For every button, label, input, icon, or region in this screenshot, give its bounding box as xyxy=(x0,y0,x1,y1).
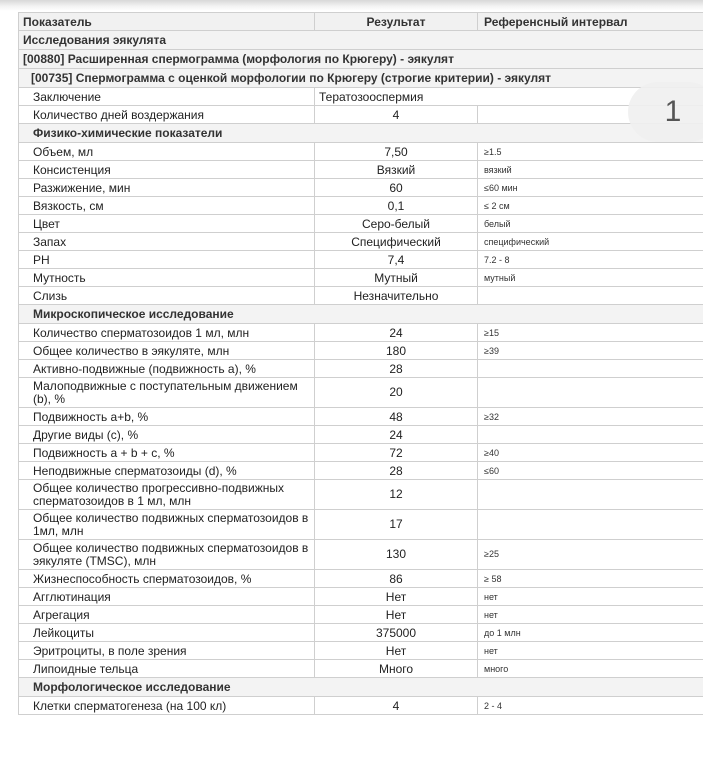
row-result: Незначительно xyxy=(315,287,478,305)
table-row xyxy=(19,287,703,305)
row-result: Много xyxy=(315,660,478,678)
row-name: Мутность xyxy=(19,269,315,287)
group-row xyxy=(19,31,703,50)
row-name: Объем, мл xyxy=(19,143,315,161)
group-title: Микроскопическое исследование xyxy=(19,305,703,324)
row-name: Общее количество в эякуляте, млн xyxy=(19,342,315,360)
row-result: 17 xyxy=(315,510,478,540)
row-reference: ≤ 2 см xyxy=(478,197,703,215)
row-name: Заключение xyxy=(19,88,315,106)
table-row xyxy=(19,269,703,287)
row-reference xyxy=(478,480,703,510)
row-reference: нет xyxy=(478,606,703,624)
row-name: Консистенция xyxy=(19,161,315,179)
table-row xyxy=(19,480,703,510)
page-number-badge: 1 xyxy=(628,82,703,142)
row-reference: ≥40 xyxy=(478,444,703,462)
row-name: PH xyxy=(19,251,315,269)
group-title: Физико-химические показатели xyxy=(19,124,703,143)
table-row xyxy=(19,215,703,233)
row-reference: нет xyxy=(478,588,703,606)
row-result: 4 xyxy=(315,697,478,715)
row-result: 0,1 xyxy=(315,197,478,215)
row-result: 24 xyxy=(315,426,478,444)
table-row xyxy=(19,251,703,269)
table-row xyxy=(19,179,703,197)
table-row xyxy=(19,426,703,444)
row-reference xyxy=(478,378,703,408)
row-name: Количество дней воздержания xyxy=(19,106,315,124)
row-name: Малоподвижные с поступательным движением (b), % xyxy=(19,378,315,408)
row-name: Подвижность a+b, % xyxy=(19,408,315,426)
table-row xyxy=(19,378,703,408)
row-name: Другие виды (c), % xyxy=(19,426,315,444)
row-name: Запах xyxy=(19,233,315,251)
table-row xyxy=(19,197,703,215)
table-row xyxy=(19,233,703,251)
row-reference xyxy=(478,360,703,378)
row-result: Серо-белый xyxy=(315,215,478,233)
group-row xyxy=(19,305,703,324)
row-reference: много xyxy=(478,660,703,678)
row-reference: ≤60 мин xyxy=(478,179,703,197)
table-row xyxy=(19,342,703,360)
row-reference: ≥1.5 xyxy=(478,143,703,161)
row-reference: до 1 млн xyxy=(478,624,703,642)
group-row xyxy=(19,678,703,697)
table-row xyxy=(19,540,703,570)
table-row xyxy=(19,624,703,642)
group-title: Морфологическое исследование xyxy=(19,678,703,697)
row-reference: вязкий xyxy=(478,161,703,179)
row-name: Лейкоциты xyxy=(19,624,315,642)
row-name: Общее количество прогрессивно-подвижных сперматозоидов в 1 мл, млн xyxy=(19,480,315,510)
table-row xyxy=(19,462,703,480)
row-reference: ≤60 xyxy=(478,462,703,480)
row-reference: ≥25 xyxy=(478,540,703,570)
table-row xyxy=(19,408,703,426)
row-result: 20 xyxy=(315,378,478,408)
row-name: Подвижность a + b + c, % xyxy=(19,444,315,462)
row-reference: 2 - 4 xyxy=(478,697,703,715)
row-result: Специфический xyxy=(315,233,478,251)
row-result: Вязкий xyxy=(315,161,478,179)
row-name: Клетки сперматогенеза (на 100 кл) xyxy=(19,697,315,715)
row-result: 60 xyxy=(315,179,478,197)
table-row xyxy=(19,606,703,624)
row-result: 48 xyxy=(315,408,478,426)
table-row xyxy=(19,642,703,660)
row-reference: белый xyxy=(478,215,703,233)
row-reference xyxy=(478,510,703,540)
table-row xyxy=(19,360,703,378)
row-name: Агрегация xyxy=(19,606,315,624)
table-row xyxy=(19,444,703,462)
row-name: Активно-подвижные (подвижность a), % xyxy=(19,360,315,378)
table-header xyxy=(19,13,703,31)
row-name: Неподвижные сперматозоиды (d), % xyxy=(19,462,315,480)
row-result: 24 xyxy=(315,324,478,342)
row-reference: ≥32 xyxy=(478,408,703,426)
table-row xyxy=(19,106,703,124)
row-name: Слизь xyxy=(19,287,315,305)
group-row xyxy=(19,50,703,69)
row-reference: ≥ 58 xyxy=(478,570,703,588)
row-name: Общее количество подвижных сперматозоидов в 1мл, млн xyxy=(19,510,315,540)
lab-results-table xyxy=(18,12,703,715)
row-reference xyxy=(478,287,703,305)
row-result: 375000 xyxy=(315,624,478,642)
row-reference: мутный xyxy=(478,269,703,287)
header-result: Результат xyxy=(315,13,478,31)
table-row xyxy=(19,697,703,715)
row-result: 7,50 xyxy=(315,143,478,161)
row-result: 28 xyxy=(315,360,478,378)
row-result: 72 xyxy=(315,444,478,462)
row-reference: 7.2 - 8 xyxy=(478,251,703,269)
row-name: Цвет xyxy=(19,215,315,233)
row-name: Эритроциты, в поле зрения xyxy=(19,642,315,660)
row-result: Нет xyxy=(315,642,478,660)
top-shadow xyxy=(0,0,703,11)
table-row xyxy=(19,570,703,588)
header-reference: Референсный интервал xyxy=(478,13,703,31)
row-result: 12 xyxy=(315,480,478,510)
group-title: [00735] Спермограмма с оценкой морфологии по Крюгеру (строгие критерии) - эякулят xyxy=(19,69,703,88)
table-row xyxy=(19,660,703,678)
table-row xyxy=(19,161,703,179)
table-row xyxy=(19,588,703,606)
table-row xyxy=(19,324,703,342)
row-name: Общее количество подвижных сперматозоидов в эякуляте (TMSC), млн xyxy=(19,540,315,570)
row-reference: специфический xyxy=(478,233,703,251)
row-name: Липоидные тельца xyxy=(19,660,315,678)
row-reference xyxy=(478,426,703,444)
row-result: Нет xyxy=(315,588,478,606)
table-row xyxy=(19,88,703,106)
row-result: 7,4 xyxy=(315,251,478,269)
group-title: [00880] Расширенная спермограмма (морфология по Крюгеру) - эякулят xyxy=(19,50,703,69)
row-name: Количество сперматозоидов 1 мл, млн xyxy=(19,324,315,342)
row-reference: ≥15 xyxy=(478,324,703,342)
header-indicator: Показатель xyxy=(19,13,315,31)
row-result: Нет xyxy=(315,606,478,624)
row-result: 4 xyxy=(315,106,478,124)
table-row xyxy=(19,143,703,161)
row-name: Вязкость, см xyxy=(19,197,315,215)
row-reference: ≥39 xyxy=(478,342,703,360)
row-result: 180 xyxy=(315,342,478,360)
table-row xyxy=(19,510,703,540)
group-row xyxy=(19,69,703,88)
group-row xyxy=(19,124,703,143)
row-result: 86 xyxy=(315,570,478,588)
row-result: 130 xyxy=(315,540,478,570)
row-reference: нет xyxy=(478,642,703,660)
row-name: Разжижение, мин xyxy=(19,179,315,197)
row-result: Мутный xyxy=(315,269,478,287)
row-name: Агглютинация xyxy=(19,588,315,606)
group-title: Исследования эякулята xyxy=(19,31,703,50)
row-result: 28 xyxy=(315,462,478,480)
row-result: Тератозооспермия xyxy=(315,88,703,106)
row-name: Жизнеспособность сперматозоидов, % xyxy=(19,570,315,588)
